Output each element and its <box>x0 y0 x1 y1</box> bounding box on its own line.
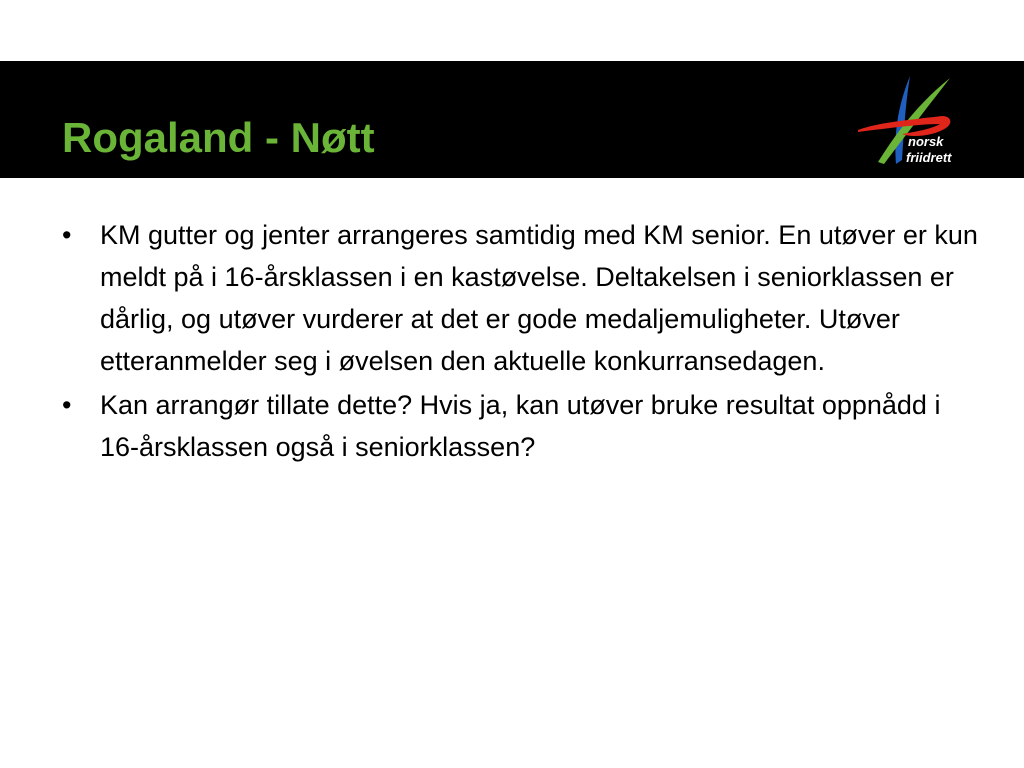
bullet-text: Kan arrangør tillate dette? Hvis ja, kan utøver bruke resultat oppnådd i 16-årsklassen også i seniorklassen? <box>100 390 941 462</box>
logo-text-norsk: norsk <box>908 134 944 149</box>
bullet-list <box>62 214 982 470</box>
bullet-item <box>62 384 982 468</box>
bullet-text: KM gutter og jenter arrangeres samtidig med KM senior. En utøver er kun meldt på i 16-årsklassen i en kastøvelse. Deltakelsen i seniorklassen er dårlig, og utøver vurderer at det er gode medaljemuligheter. Utøver etteranmelder seg i øvelsen den aktuelle konkurransedagen. <box>100 220 978 376</box>
slide-title: Rogaland - Nøtt <box>62 114 375 161</box>
bullet-symbol: • <box>62 390 72 420</box>
bullet-symbol: • <box>62 220 72 250</box>
logo-text-friidrett: friidrett <box>906 150 952 165</box>
bullet-item <box>62 214 982 382</box>
norsk-friidrett-logo <box>850 70 980 170</box>
